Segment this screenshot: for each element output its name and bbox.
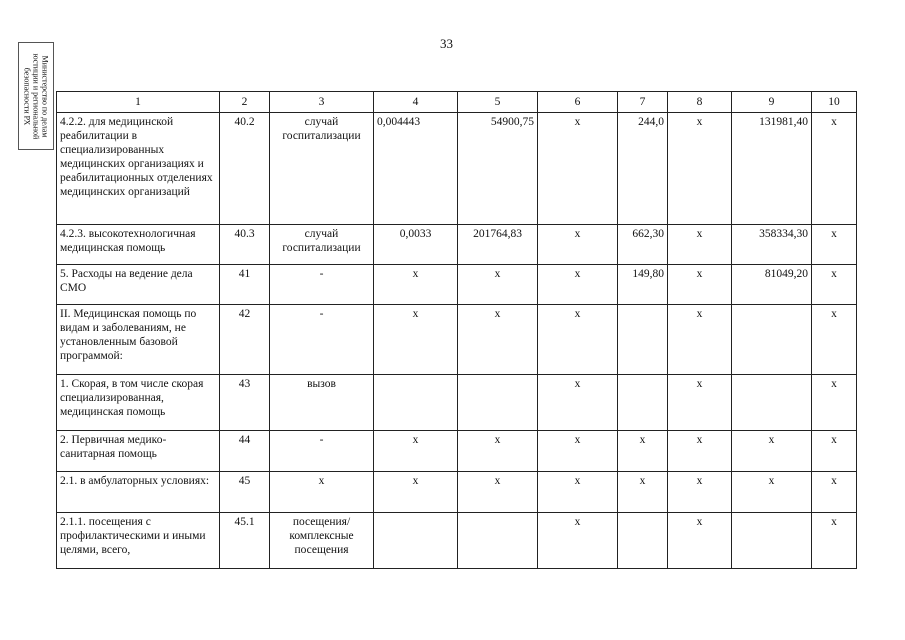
row-label-cell: 4.2.3. высокотехнологичная медицинская помощь — [57, 225, 220, 265]
table-cell: 201764,83 — [458, 225, 538, 265]
table-row — [57, 513, 857, 569]
column-header: 3 — [270, 92, 374, 113]
table-cell: х — [668, 265, 732, 305]
table-cell: 0,004443 — [374, 113, 458, 225]
table-cell — [374, 375, 458, 431]
unit-cell: посещения/комплексные посещения — [270, 513, 374, 569]
table-cell: 149,80 — [618, 265, 668, 305]
table-cell: х — [538, 265, 618, 305]
table-cell: х — [538, 113, 618, 225]
table-cell: 244,0 — [618, 113, 668, 225]
table-cell: 358334,30 — [732, 225, 812, 265]
table-cell — [618, 305, 668, 375]
column-header: 6 — [538, 92, 618, 113]
row-label-cell: 2. Первичная медико-санитарная помощь — [57, 431, 220, 472]
column-header: 4 — [374, 92, 458, 113]
stamp-line: Министерство по делам — [40, 55, 50, 137]
unit-cell: случай госпитализации — [270, 225, 374, 265]
table-cell: х — [374, 265, 458, 305]
table-cell — [732, 375, 812, 431]
row-number-cell: 41 — [220, 265, 270, 305]
table-cell: х — [374, 472, 458, 513]
column-header: 7 — [618, 92, 668, 113]
table-cell: х — [458, 472, 538, 513]
table-cell — [458, 375, 538, 431]
column-header: 9 — [732, 92, 812, 113]
column-header: 8 — [668, 92, 732, 113]
table-cell: х — [812, 513, 857, 569]
table-cell: х — [812, 431, 857, 472]
unit-cell: х — [270, 472, 374, 513]
unit-cell: - — [270, 431, 374, 472]
column-header: 2 — [220, 92, 270, 113]
table-cell: х — [374, 431, 458, 472]
row-label-cell: 2.1. в амбулаторных условиях: — [57, 472, 220, 513]
table-cell: х — [812, 113, 857, 225]
row-label-cell: 1. Скорая, в том числе скорая специализированная, медицинская помощь — [57, 375, 220, 431]
table-row — [57, 265, 857, 305]
table-cell: х — [458, 431, 538, 472]
row-label-cell: 4.2.2. для медицинской реабилитации в специализированных медицинских организациях и реабилитационных отделениях медицинских организаций — [57, 113, 220, 225]
row-number-cell: 45.1 — [220, 513, 270, 569]
unit-cell: вызов — [270, 375, 374, 431]
page-number: 33 — [440, 36, 453, 51]
table-cell: х — [812, 472, 857, 513]
table-cell: х — [618, 431, 668, 472]
data-table — [56, 91, 857, 569]
table-cell: х — [668, 472, 732, 513]
column-header: 10 — [812, 92, 857, 113]
row-label-cell: 2.1.1. посещения с профилактическими и иными целями, всего, — [57, 513, 220, 569]
table-cell: 131981,40 — [732, 113, 812, 225]
unit-cell: - — [270, 265, 374, 305]
table-cell: х — [538, 431, 618, 472]
table-row — [57, 225, 857, 265]
unit-cell: случай госпитализации — [270, 113, 374, 225]
table-cell: х — [538, 472, 618, 513]
row-number-cell: 40.2 — [220, 113, 270, 225]
stamp-line: безопасности РХ — [22, 67, 32, 125]
row-number-cell: 40.3 — [220, 225, 270, 265]
table-cell: х — [668, 225, 732, 265]
column-header: 5 — [458, 92, 538, 113]
table-cell: х — [458, 305, 538, 375]
table-row — [57, 375, 857, 431]
table-cell: х — [458, 265, 538, 305]
table-row — [57, 305, 857, 375]
table-cell — [618, 375, 668, 431]
table-cell: х — [374, 305, 458, 375]
registration-stamp — [18, 42, 54, 150]
table-cell: х — [812, 225, 857, 265]
table-cell — [374, 513, 458, 569]
table-cell — [618, 513, 668, 569]
table-cell: х — [668, 113, 732, 225]
table-cell: 54900,75 — [458, 113, 538, 225]
row-number-cell: 45 — [220, 472, 270, 513]
table-cell: х — [538, 305, 618, 375]
table-cell: х — [538, 513, 618, 569]
unit-cell: - — [270, 305, 374, 375]
row-number-cell: 44 — [220, 431, 270, 472]
row-label-cell: II. Медицинская помощь по видам и заболеваниям, не установленным базовой программой: — [57, 305, 220, 375]
table-cell — [458, 513, 538, 569]
table-cell: 0,0033 — [374, 225, 458, 265]
table-cell: х — [668, 305, 732, 375]
table-cell: х — [732, 472, 812, 513]
table-cell — [732, 305, 812, 375]
table-cell: х — [668, 431, 732, 472]
table-cell: х — [668, 513, 732, 569]
table-cell: 81049,20 — [732, 265, 812, 305]
table-cell: х — [732, 431, 812, 472]
table-cell: х — [538, 375, 618, 431]
table-row — [57, 431, 857, 472]
table-cell: х — [812, 375, 857, 431]
stamp-line: юстиции и региональной — [31, 53, 41, 139]
table-header-row — [57, 92, 857, 113]
row-number-cell: 43 — [220, 375, 270, 431]
table-cell: х — [618, 472, 668, 513]
table-cell: х — [538, 225, 618, 265]
table-cell: 662,30 — [618, 225, 668, 265]
column-header: 1 — [57, 92, 220, 113]
table-cell: х — [812, 265, 857, 305]
table-cell — [732, 513, 812, 569]
table-cell: х — [812, 305, 857, 375]
row-label-cell: 5. Расходы на ведение дела СМО — [57, 265, 220, 305]
table-row — [57, 472, 857, 513]
row-number-cell: 42 — [220, 305, 270, 375]
table-row — [57, 113, 857, 225]
table-cell: х — [668, 375, 732, 431]
